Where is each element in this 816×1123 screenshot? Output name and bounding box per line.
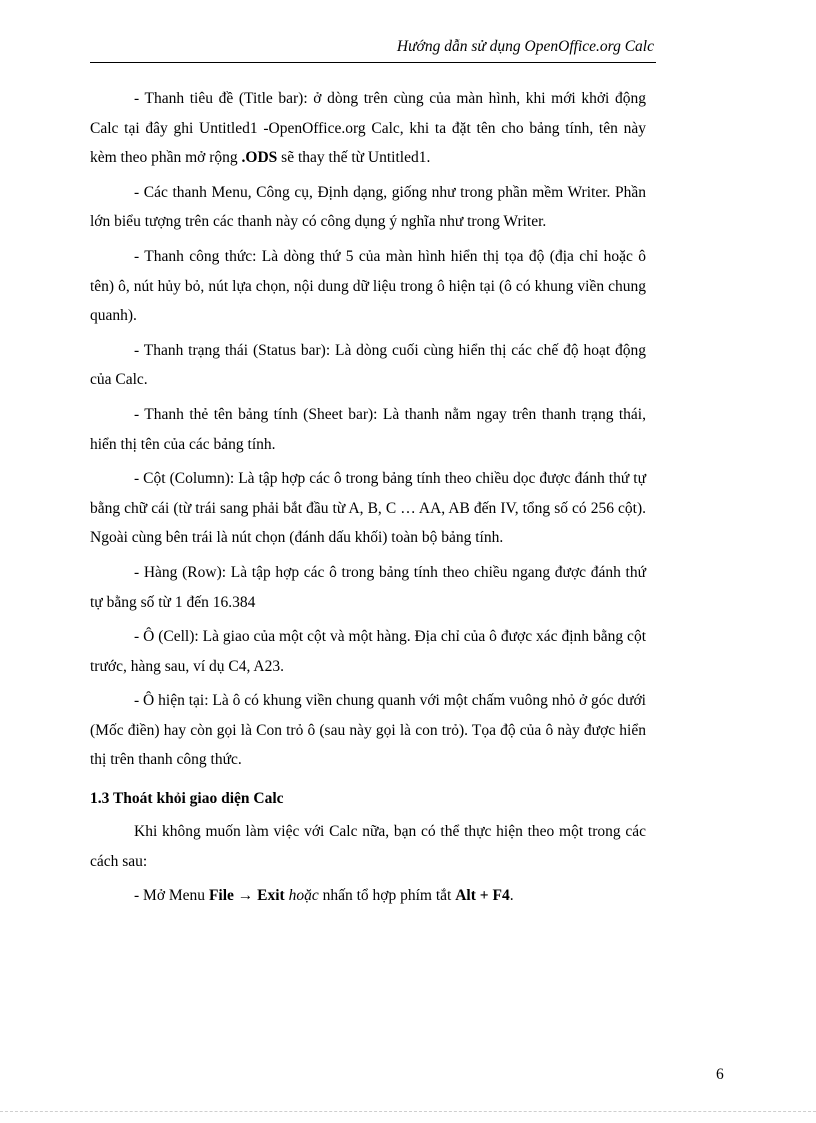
paragraph-cell: - Ô (Cell): Là giao của một cột và một hàng. Địa chỉ của ô được xác định bằng cột trước, hàng sau, ví dụ C4, A23. bbox=[90, 628, 646, 675]
exit-text-1: - Mở Menu bbox=[134, 887, 209, 905]
arrow-icon: → bbox=[233, 887, 258, 905]
page-content bbox=[90, 84, 646, 916]
paragraph-formula-bar: - Thanh công thức: Là dòng thứ 5 của màn hình hiển thị tọa độ (địa chỉ hoặc ô tên) ô, nút hủy bỏ, nút lựa chọn, nội dung dữ liệu trong ô hiện tại (ô có khung viền chung quanh). bbox=[90, 247, 646, 325]
paragraph-text-end: sẽ thay thế từ Untitled1. bbox=[277, 149, 431, 167]
paragraph-title-bar bbox=[90, 84, 646, 173]
page-header bbox=[90, 36, 656, 63]
or-text: hoặc bbox=[284, 887, 319, 905]
paragraph-sheet-bar: - Thanh thẻ tên bảng tính (Sheet bar): Là thanh nằm ngay trên thanh trạng thái, hiển thị tên của các bảng tính. bbox=[90, 405, 646, 453]
page-bottom-divider bbox=[0, 1111, 816, 1112]
paragraph-column: - Cột (Column): Là tập hợp các ô trong bảng tính theo chiều dọc được đánh thứ tự bằng chữ cái (từ trái sang phải bắt đầu từ A, B, C … AA, AB đến IV, tổng số có 256 cột). Ngoài cùng bên trái là nút chọn (đánh dấu khối) toàn bộ bảng tính. bbox=[90, 470, 646, 547]
paragraph-current-cell: - Ô hiện tại: Là ô có khung viền chung quanh với một chấm vuông nhỏ ở góc dưới (Mốc điền) hay còn gọi là Con trỏ ô (sau này gọi là con trỏ). Tọa độ của ô này được hiển thị trên thanh công thức. bbox=[90, 692, 646, 769]
section-intro: Khi không muốn làm việc với Calc nữa, bạn có thể thực hiện theo một trong các cách sau: bbox=[90, 823, 646, 870]
exit-text-2: nhấn tổ hợp phím tắt bbox=[318, 887, 456, 905]
page-number: 6 bbox=[716, 1066, 724, 1083]
file-menu-label: File bbox=[208, 887, 234, 905]
header-title: Hướng dẫn sử dụng OpenOffice.org Calc bbox=[396, 38, 654, 55]
section-heading: 1.3 Thoát khỏi giao diện Calc bbox=[90, 790, 284, 808]
ods-extension: .ODS bbox=[241, 149, 278, 167]
exit-instruction bbox=[90, 881, 646, 911]
paragraph-row: - Hàng (Row): Là tập hợp các ô trong bảng tính theo chiều ngang được đánh thứ tự bằng số từ 1 đến 16.384 bbox=[90, 563, 646, 611]
exit-text-end: . bbox=[509, 887, 514, 905]
exit-menu-label: Exit bbox=[257, 887, 285, 905]
paragraph-text: - Thanh tiêu đề (Title bar): ở dòng trên cùng của màn hình, khi mới khởi động Calc tại đây ghi Untitled1 -OpenOffice.org Calc, khi ta đặt tên cho bảng tính, tên này kèm theo phần mở rộng bbox=[90, 90, 646, 167]
paragraph-status-bar: - Thanh trạng thái (Status bar): Là dòng cuối cùng hiển thị các chế độ hoạt động của Calc. bbox=[90, 341, 646, 389]
shortcut-keys: Alt + F4 bbox=[455, 887, 510, 905]
paragraph-menu-bars: - Các thanh Menu, Công cụ, Định dạng, giống như trong phần mềm Writer. Phần lớn biểu tượng trên các thanh này có công dụng ý nghĩa như trong Writer. bbox=[90, 183, 646, 231]
